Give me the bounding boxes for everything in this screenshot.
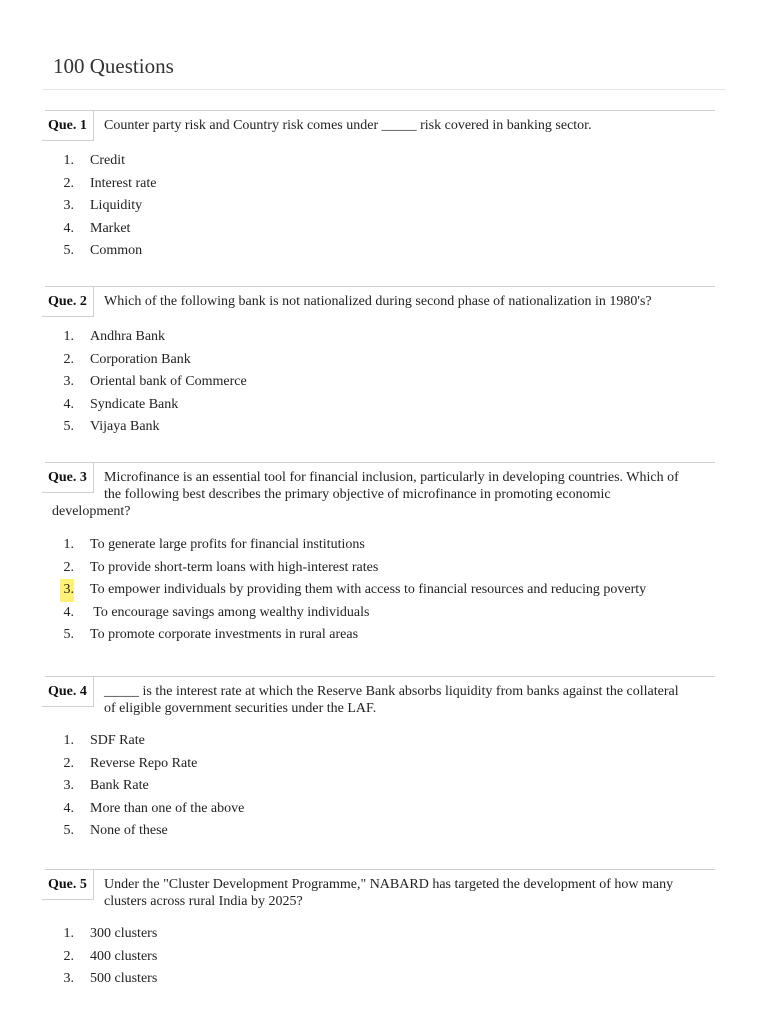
option-text: Syndicate Bank: [90, 396, 179, 412]
option-text: Market: [90, 220, 131, 236]
option-list: [42, 923, 715, 991]
option-number-highlighted: 3.: [60, 579, 74, 602]
option-item: [42, 557, 715, 580]
option-number: 1.: [63, 733, 74, 748]
option-number: 1.: [63, 926, 74, 941]
option-item: [42, 946, 715, 969]
option-number: 5.: [63, 627, 74, 642]
option-item: [42, 195, 715, 218]
title-divider: [42, 89, 726, 90]
option-number: 3.: [63, 374, 74, 389]
option-item: [42, 150, 715, 173]
question-text-line: the following best describes the primary objective of microfinance in promoting economic: [104, 487, 611, 502]
option-list: [42, 730, 715, 843]
option-item: [42, 218, 715, 241]
option-number: 4.: [63, 396, 74, 412]
option-number: 1.: [63, 153, 74, 168]
question-text-line: _____ is the interest rate at which the Reserve Bank absorbs liquidity from banks against the collateral: [104, 684, 679, 699]
page-title: 100 Questions: [53, 54, 174, 78]
option-text: To provide short-term loans with high-interest rates: [90, 559, 379, 575]
option-item: [42, 753, 715, 776]
option-list: [42, 534, 715, 647]
question-text-line: development?: [52, 504, 131, 519]
question-text-line: Under the "Cluster Development Programme," NABARD has targeted the development of how many: [104, 877, 674, 892]
option-number: 3.: [63, 198, 74, 213]
option-number: 2.: [63, 755, 74, 771]
option-item: [42, 968, 715, 991]
option-text: Liquidity: [90, 198, 143, 213]
question-label: Que. 1: [42, 111, 94, 141]
option-text: 400 clusters: [90, 948, 158, 964]
option-text: Corporation Bank: [90, 351, 191, 367]
option-number: 1.: [63, 537, 74, 552]
option-number: 4.: [63, 604, 74, 620]
question-text-line: clusters across rural India by 2025?: [104, 894, 303, 909]
option-text: Vijaya Bank: [90, 419, 160, 434]
option-text: Andhra Bank: [90, 329, 166, 344]
question-text: [42, 463, 715, 520]
option-item: [42, 798, 715, 821]
option-item: [42, 394, 715, 417]
question-3: [42, 462, 715, 647]
option-item: [42, 534, 715, 557]
option-text: To empower individuals by providing them with access to financial resources and reducing poverty: [90, 582, 647, 597]
option-text: To generate large profits for financial institutions: [90, 537, 365, 552]
question-text-line: Microfinance is an essential tool for financial inclusion, particularly in developing countries. Which of: [104, 470, 679, 485]
option-item: [42, 349, 715, 372]
option-item: [42, 923, 715, 946]
option-text: 300 clusters: [90, 926, 158, 941]
option-number: 2.: [63, 948, 74, 964]
option-item: [42, 775, 715, 798]
option-item: [42, 173, 715, 196]
option-text: Oriental bank of Commerce: [90, 374, 247, 389]
option-number: 4.: [63, 220, 74, 236]
option-number: 3.: [63, 971, 74, 986]
option-item: [42, 579, 715, 602]
option-text: Interest rate: [90, 175, 157, 191]
option-number: 5.: [63, 243, 74, 258]
option-item: [42, 624, 715, 647]
option-item: [42, 730, 715, 753]
option-text: More than one of the above: [90, 800, 245, 816]
option-list: [42, 150, 715, 263]
option-list: [42, 326, 715, 439]
option-text: To encourage savings among wealthy individuals: [90, 604, 370, 620]
question-label: Que. 4: [42, 677, 94, 707]
option-number: 5.: [63, 823, 74, 838]
option-item: [42, 240, 715, 263]
option-text: SDF Rate: [90, 733, 145, 748]
option-number: 3.: [63, 778, 74, 793]
question-5: [42, 869, 715, 991]
option-text: Bank Rate: [90, 778, 149, 793]
option-text: 500 clusters: [90, 971, 158, 986]
question-4: [42, 676, 715, 843]
option-text: Reverse Repo Rate: [90, 755, 198, 771]
option-item: [42, 820, 715, 843]
question-2: [42, 286, 715, 439]
option-text: Credit: [90, 153, 125, 168]
option-number: 2.: [63, 175, 74, 191]
question-label: Que. 3: [42, 463, 94, 493]
question-label: Que. 2: [42, 287, 94, 317]
option-number: 4.: [63, 800, 74, 816]
option-text: Common: [90, 243, 143, 258]
question-text: Which of the following bank is not nationalized during second phase of nationalization in 1980's?: [104, 294, 652, 309]
question-text: [42, 677, 715, 717]
option-item: [42, 371, 715, 394]
question-1: [42, 110, 715, 263]
option-number: 2.: [63, 559, 74, 575]
option-item: [42, 326, 715, 349]
question-label: Que. 5: [42, 870, 94, 900]
option-number: 2.: [63, 351, 74, 367]
question-text: [42, 870, 715, 910]
question-text: Counter party risk and Country risk comes under _____ risk covered in banking sector.: [104, 118, 592, 133]
option-number: 5.: [63, 419, 74, 434]
option-text: To promote corporate investments in rural areas: [90, 627, 359, 642]
option-text: None of these: [90, 823, 168, 838]
question-text-line: of eligible government securities under the LAF.: [104, 701, 377, 716]
option-number: 1.: [63, 329, 74, 344]
option-item: [42, 602, 715, 625]
option-item: [42, 416, 715, 439]
